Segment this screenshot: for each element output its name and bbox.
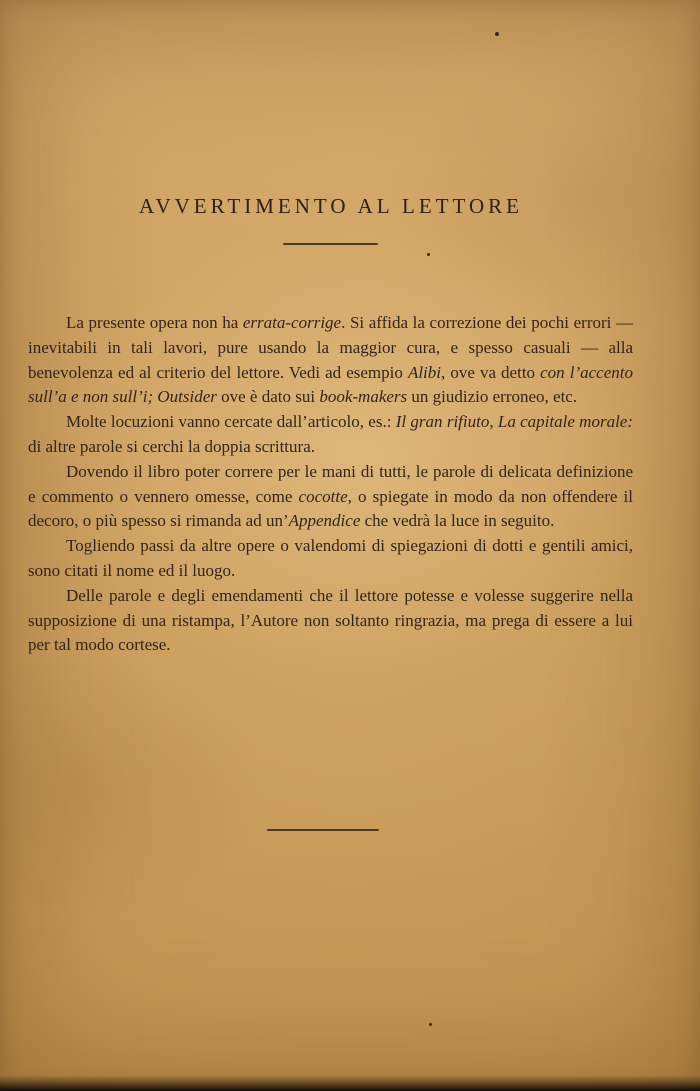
paragraph: [28, 534, 633, 584]
title-divider: [283, 243, 378, 245]
text-segment: Outsider: [157, 387, 217, 407]
text-segment: . Si affida la correzione dei pochi errori — inevitabili in tali lavori, pure usando la maggior cura, e spesso casuali — alla benevolenza ed al criterio del lettore. Vedi ad esempio: [28, 313, 633, 382]
page-bottom-shadow: [0, 1075, 700, 1091]
text-segment: di altre parole si cerchi la doppia scrittura.: [28, 436, 315, 456]
text-segment: cocotte: [298, 486, 348, 506]
scan-speck: [495, 32, 499, 36]
text-segment: Molte locuzioni vanno cercate dall’articolo, es.:: [66, 412, 396, 432]
text-segment: , o spiegate in modo da non offendere il decoro, o più spesso si rimanda ad un’: [28, 486, 634, 531]
text-segment: errata-corrige: [242, 313, 342, 332]
text-segment: Togliendo passi da altre opere o valendomi di spiegazioni di dotti e gentili amici, sono citati il nome ed il luogo.: [28, 536, 633, 580]
paragraph: [28, 311, 633, 410]
text-segment: La presente opera non ha: [66, 313, 243, 332]
text-segment: Alibi: [407, 362, 442, 382]
body-text: [28, 311, 633, 658]
text-segment: un giudizio erroneo, etc.: [407, 387, 578, 407]
text-segment: , ove va detto: [441, 362, 541, 382]
paragraph: [28, 584, 633, 658]
text-segment: book-makers: [319, 387, 408, 407]
text-segment: Il gran rifiuto, La capitale morale:: [395, 412, 634, 432]
paragraph: [28, 460, 633, 534]
text-segment: ove è dato sui: [216, 387, 320, 407]
scan-speck: [427, 253, 430, 256]
footer-divider: [267, 829, 379, 831]
text-segment: Delle parole e degli emendamenti che il lettore potesse e volesse suggerire nella supposizione di una ristampa, l’Autore non soltanto ringrazia, ma prega di essere a lui per tal modo cortese.: [28, 585, 633, 655]
text-segment: con l’accento sull’a e non sull’i;: [28, 362, 633, 407]
text-segment: Appendice: [288, 511, 361, 531]
text-segment: Dovendo il libro poter correre per le mani di tutti, le parole di delicata definizione e commento o vennero omesse, come: [28, 461, 633, 506]
paragraph: [28, 410, 633, 460]
scan-speck: [429, 1023, 432, 1026]
page-title: AVVERTIMENTO AL LETTORE: [139, 194, 523, 218]
text-segment: che vedrà la luce in seguito.: [360, 511, 555, 531]
